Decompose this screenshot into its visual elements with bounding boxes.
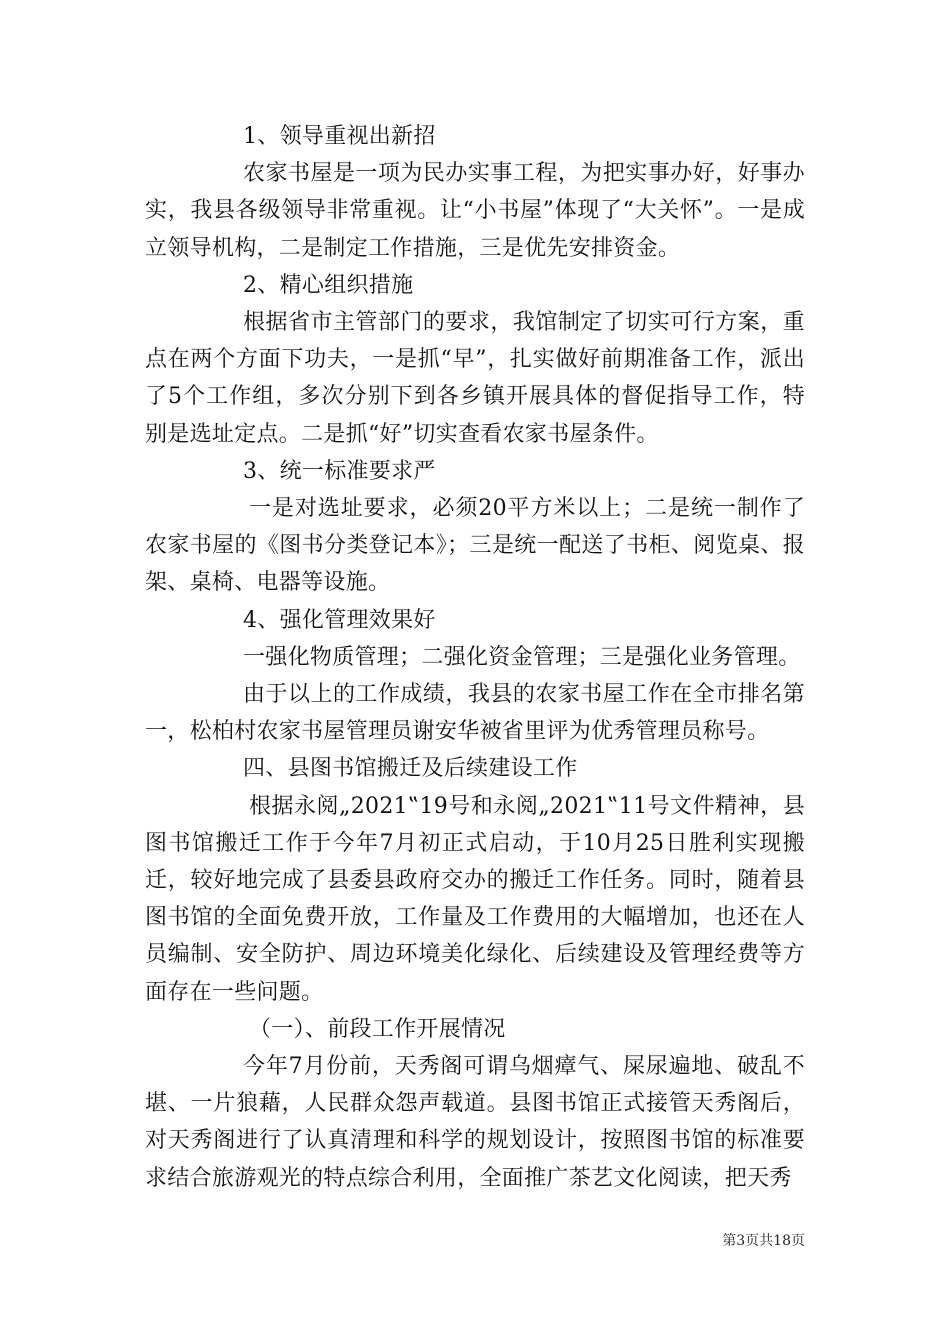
heading-previous-work: （一）、前段工作开展情况 xyxy=(249,1016,506,1042)
paragraph-organization-measures: 根据省市主管部门的要求，我馆制定了切实可行方案，重点在两个方面下功夫，一是抓“早”，扎实做好前期准备工作，派出了5个工作组，多次分别下到各乡镇开展具体的督促指导工作，特别是选址定点。二是抓“好”切实查看农家书屋条件。 xyxy=(145,310,805,447)
paragraph-unified-standards: 一是对选址要求，必须20平方米以上；二是统一制作了农家书屋的《图书分类登记本》；三是统一配送了书柜、阅览桌、报架、桌椅、电器等设施。 xyxy=(145,496,805,596)
paragraph-library-relocation: 根据永阅„2021‟19号和永阅„2021‟11号文件精神，县图书馆搬迁工作于今年7月初正式启动，于10月25日胜利实现搬迁，较好地完成了县委县政府交办的搬迁工作任务。同时，随着县图书馆的全面免费开放，工作量及工作费用的大幅增加，也还在人员编制、安全防护、周边环境美化绿化、后续建设及管理经费等方面存在一些问题。 xyxy=(145,793,805,1005)
heading-leadership: 1、领导重视出新招 xyxy=(243,124,436,149)
paragraph-ranking-result: 由于以上的工作成绩，我县的农家书屋工作在全市排名第一，松柏村农家书屋管理员谢安华被省里评为优秀管理员称号。 xyxy=(145,682,805,745)
paragraph-rural-bookhouse-intro: 农家书屋是一项为民办实事工程，为把实事办好，好事办实，我县各级领导非常重视。让“小书屋”体现了“大关怀”。一是成立领导机构，二是制定工作措施，三是优先安排资金。 xyxy=(145,161,805,261)
paragraph-management: 一强化物质管理；二强化资金管理；三是强化业务管理。 xyxy=(243,644,801,670)
heading-organization: 2、精心组织措施 xyxy=(243,272,414,298)
page-number: 第3页共18页 xyxy=(722,1233,805,1249)
paragraph-tianxiu-pavilion: 今年7月份前，天秀阁可谓乌烟瘴气、屎尿遍地、破乱不堪、一片狼藉，人民群众怨声载道。县图书馆正式接管天秀阁后，对天秀阁进行了认真清理和科学的规划设计，按照图书馆的标准要求结合旅游观光的特点综合利用，全面推广茶艺文化阅读，把天秀 xyxy=(145,1054,805,1191)
heading-library-relocation: 四、县图书馆搬迁及后续建设工作 xyxy=(243,756,578,782)
heading-unified-standards: 3、统一标准要求严 xyxy=(243,458,436,484)
document-body xyxy=(145,118,805,1197)
heading-management: 4、强化管理效果好 xyxy=(243,607,436,633)
